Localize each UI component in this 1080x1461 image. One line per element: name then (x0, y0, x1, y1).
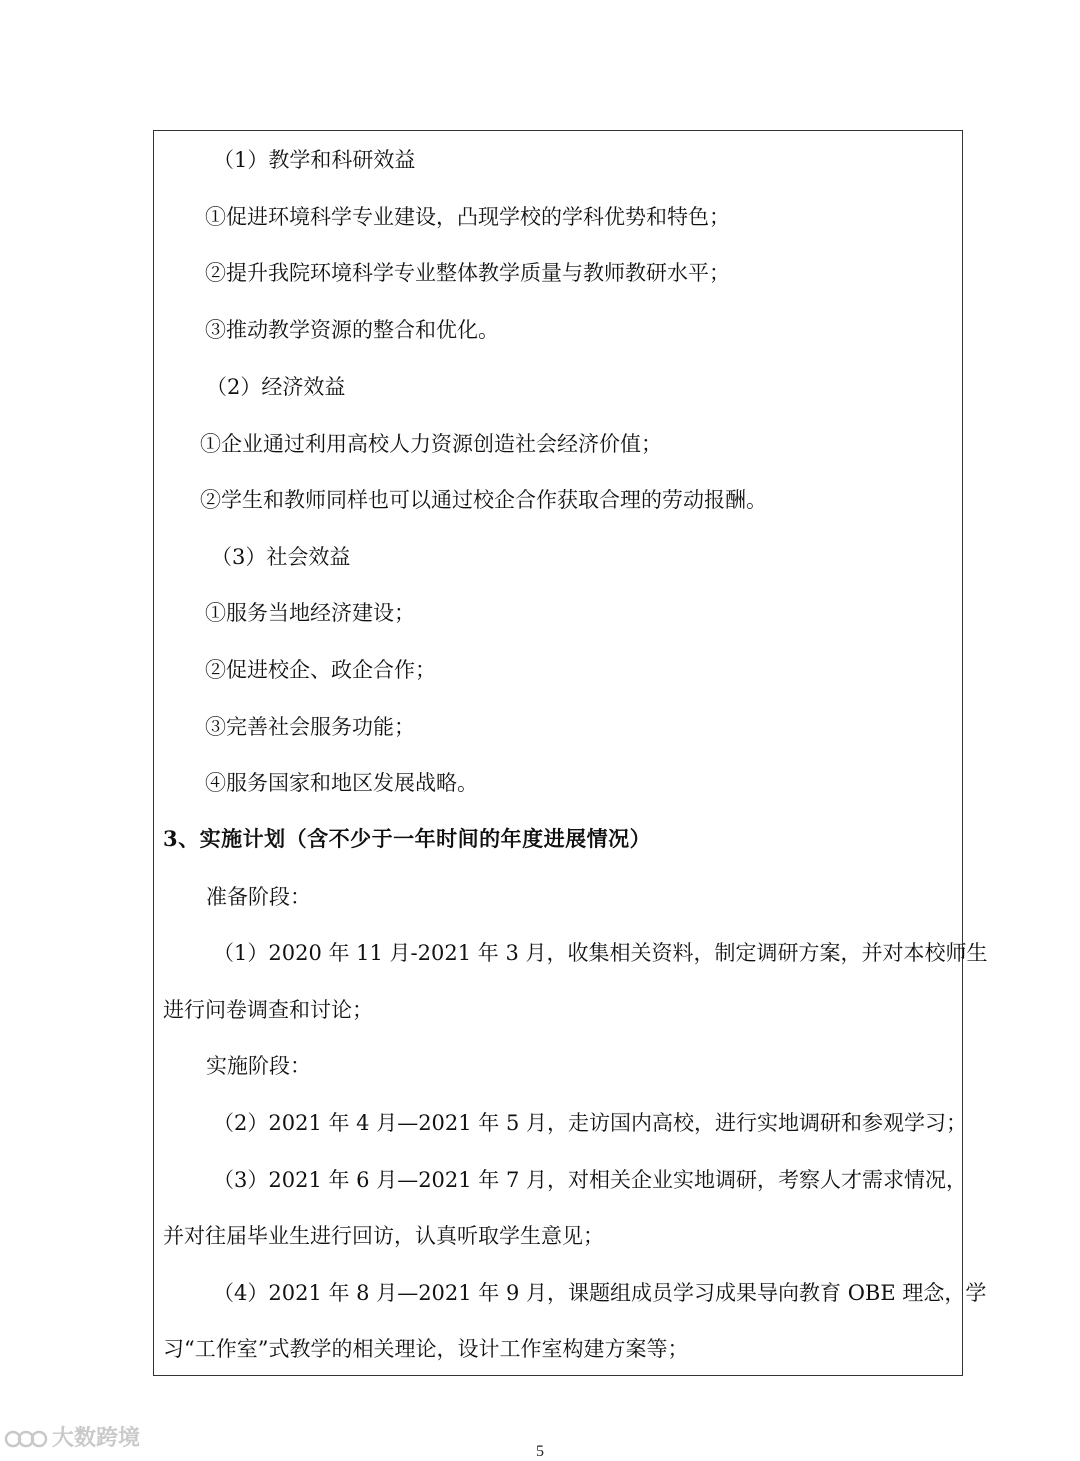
list-item: ③完善社会服务功能； (205, 715, 415, 739)
list-item: ①企业通过利用高校人力资源创造社会经济价值； (200, 432, 662, 456)
plan-step-4-cont: 习“工作室”式教学的相关理论，设计工作室构建方案等； (163, 1337, 689, 1361)
plan-step-1: （1）2020 年 11 月-2021 年 3 月，收集相关资料，制定调研方案，并对本校师生 (213, 941, 988, 965)
plan-step-2: （2）2021 年 4 月—2021 年 5 月，走访国内高校，进行实地调研和参观学习； (213, 1111, 968, 1135)
plan-step-4: （4）2021 年 8 月—2021 年 9 月，课题组成员学习成果导向教育 OBE 理念，学 (213, 1281, 987, 1305)
plan-step-3: （3）2021 年 6 月—2021 年 7 月，对相关企业实地调研，考察人才需求情况， (213, 1168, 968, 1192)
plan-heading: 3、实施计划（含不少于一年时间的年度进展情况） (163, 826, 652, 851)
watermark-text: 大数跨境 (52, 1426, 141, 1451)
section-title-economic: （2）经济效益 (206, 375, 346, 399)
plan-step-3-cont: 并对往届毕业生进行回访，认真听取学生意见； (163, 1224, 604, 1248)
page-number: 5 (536, 1443, 544, 1460)
list-item: ②促进校企、政企合作； (205, 658, 436, 682)
plan-step-1-cont: 进行问卷调查和讨论； (163, 998, 373, 1022)
section-title-social: （3）社会效益 (211, 545, 351, 569)
list-item: ②学生和教师同样也可以通过校企合作获取合理的劳动报酬。 (200, 488, 767, 512)
prep-stage-label: 准备阶段： (206, 885, 311, 909)
list-item: ③推动教学资源的整合和优化。 (205, 318, 499, 342)
list-item: ①促进环境科学专业建设，凸现学校的学科优势和特色； (205, 205, 730, 229)
list-item: ④服务国家和地区发展战略。 (205, 771, 478, 795)
list-item: ①服务当地经济建设； (205, 601, 415, 625)
list-item: ②提升我院环境科学专业整体教学质量与教师教研水平； (205, 261, 730, 285)
section-title-teaching: （1）教学和科研效益 (213, 148, 416, 172)
impl-stage-label: 实施阶段： (206, 1054, 311, 1078)
